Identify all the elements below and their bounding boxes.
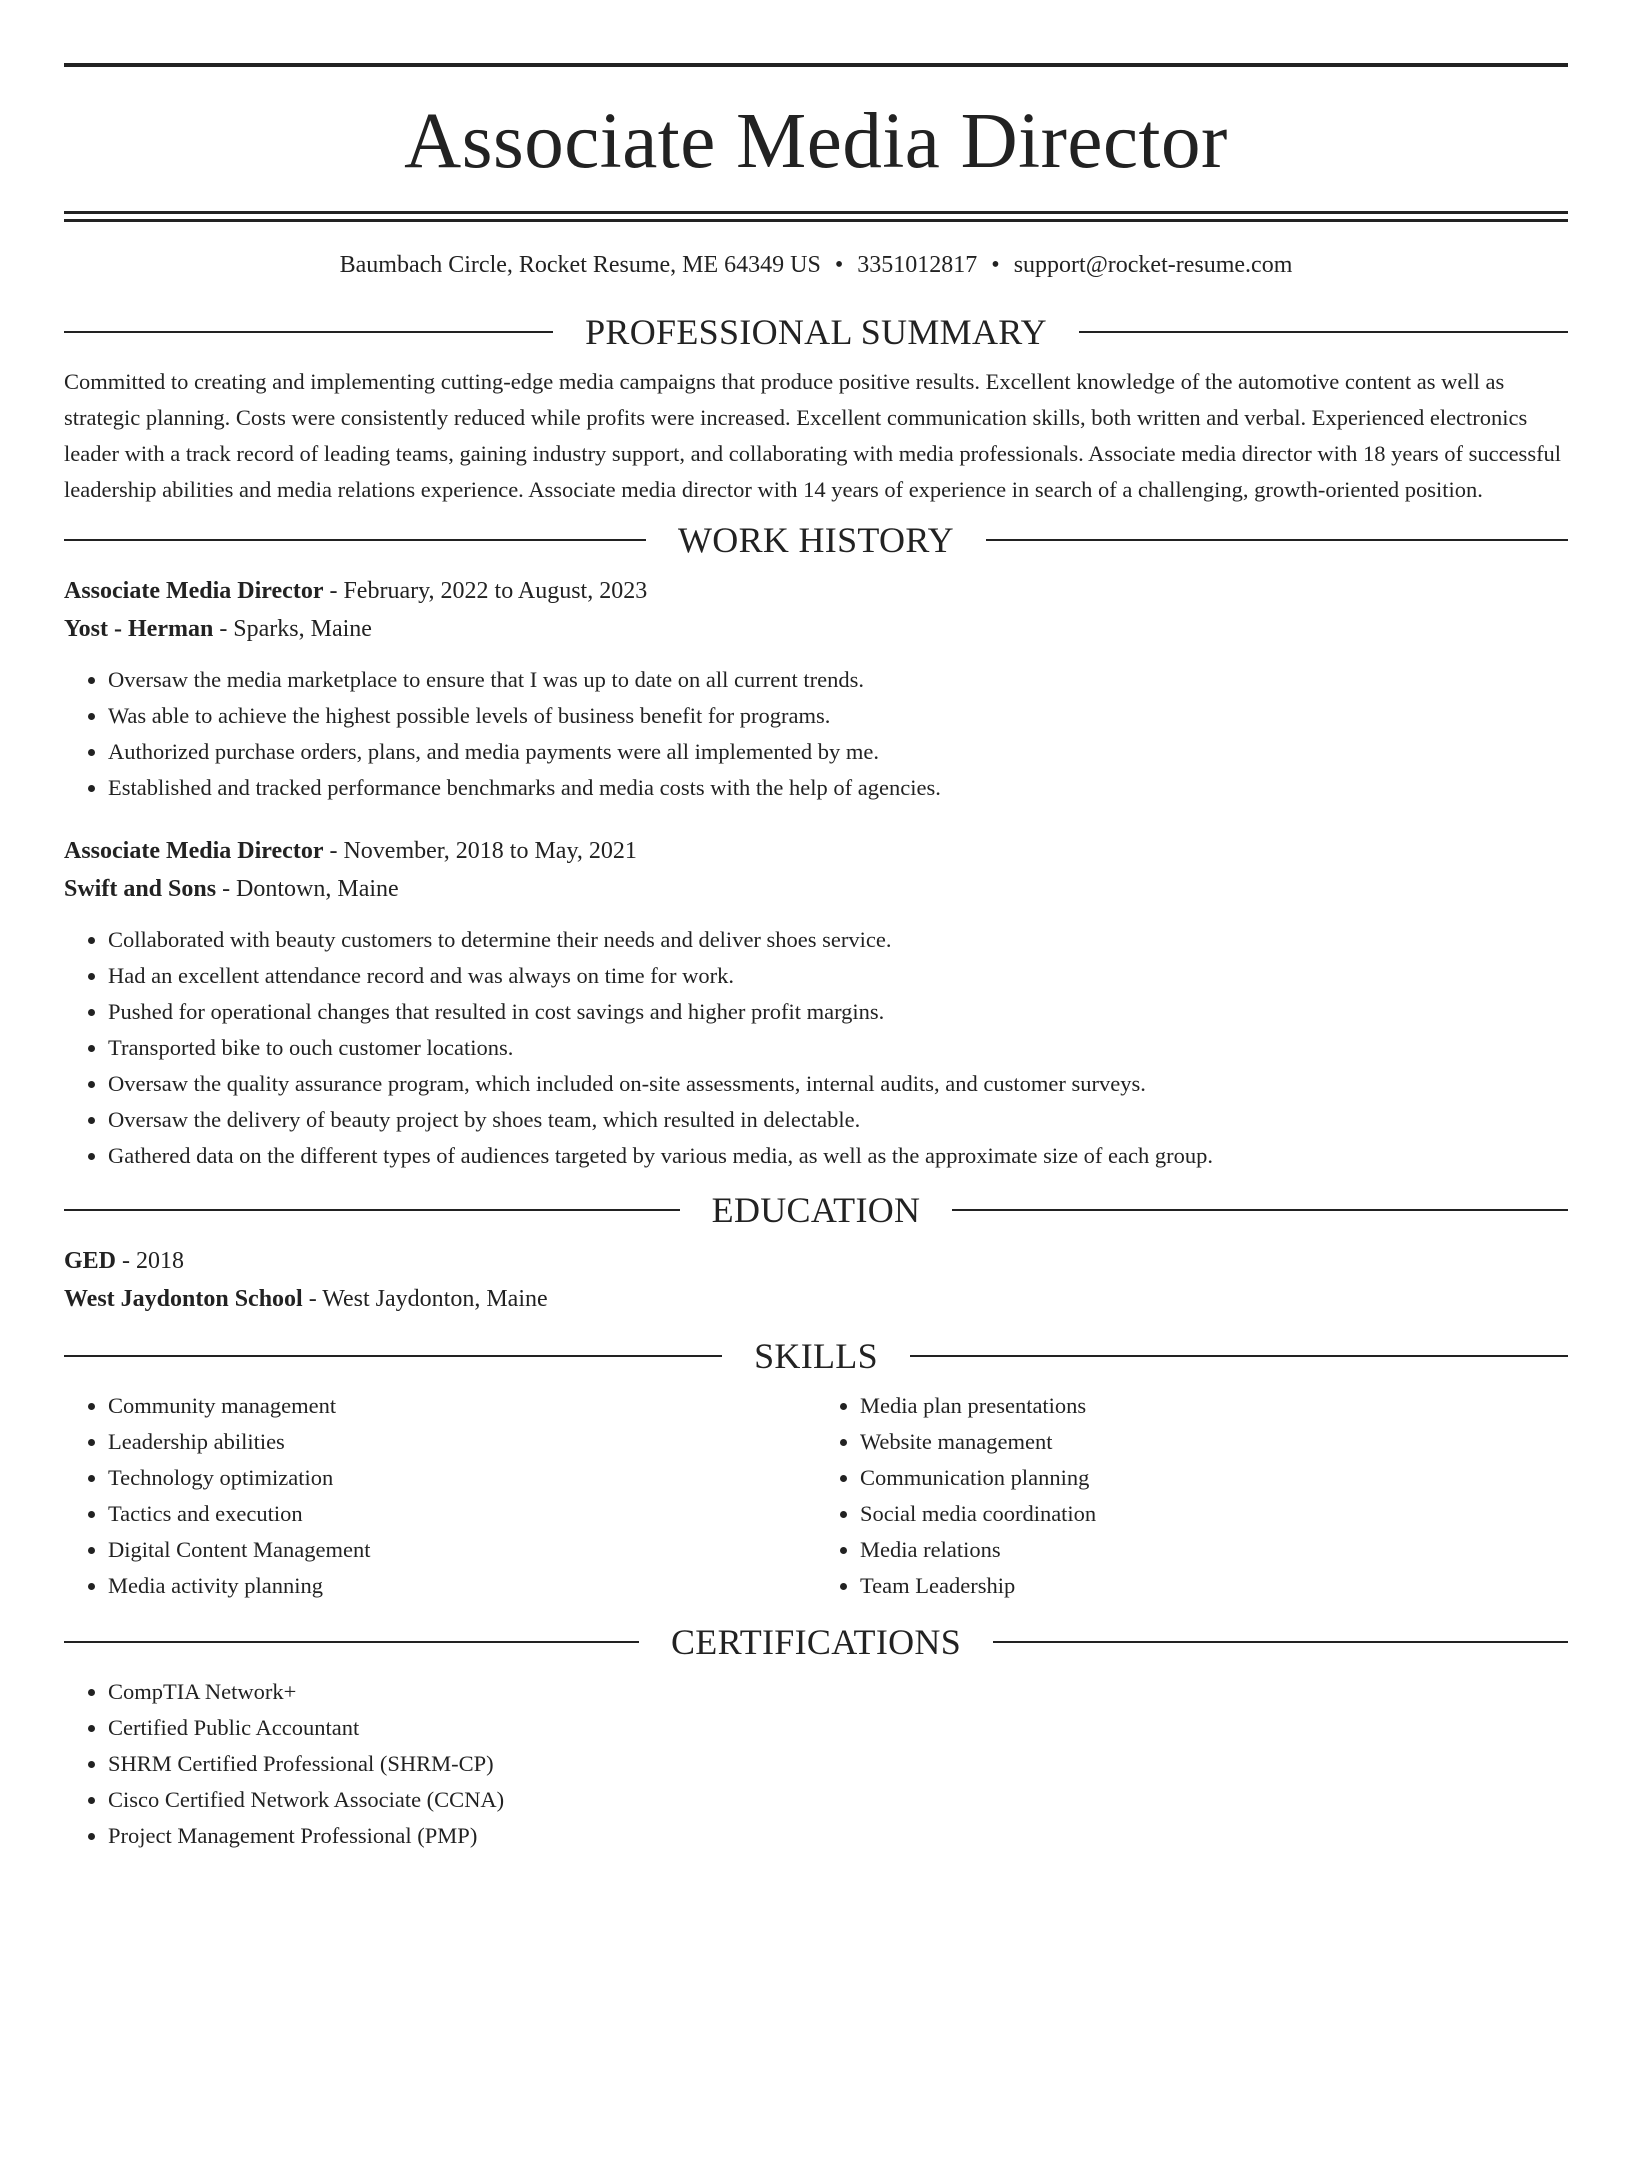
contact-separator: • [991,252,1000,278]
education-degree: GED [64,1248,117,1274]
job-dates: - November, 2018 to May, 2021 [323,838,637,864]
section-header-work [64,522,1568,558]
list-item: • Oversaw the media marketplace to ensure that I was up to date on all current trends. [108,662,1568,698]
education-location: - West Jaydonton, Maine [302,1286,548,1312]
job-bullets [64,662,1568,806]
section-rule [910,1355,1568,1357]
contact-email: support@rocket-resume.com [1013,252,1293,278]
education-school-line [64,1280,1568,1318]
job-title-line [64,832,1568,870]
section-rule [993,1641,1568,1643]
education-year: - 2018 [116,1248,185,1274]
certification-item: • CompTIA Network+ [108,1674,1568,1710]
section-title-work: WORK HISTORY [678,520,954,560]
top-rule [64,63,1568,67]
certification-item: • Project Management Professional (PMP) [108,1818,1568,1854]
job-bullets [64,922,1568,1174]
list-item: • Authorized purchase orders, plans, and media payments were all implemented by me. [108,734,1568,770]
job-company: Yost - Herman [64,616,214,642]
section-header-certifications [64,1624,1568,1660]
skill-item: • Media activity planning [108,1568,816,1604]
job-title-line [64,572,1568,610]
section-rule [986,539,1568,541]
job-title: Associate Media Director [64,578,324,604]
section-title-certifications: CERTIFICATIONS [670,1622,962,1662]
skills-column-left [64,1388,816,1604]
contact-phone: 3351012817 [857,252,978,278]
skill-item: • Community management [108,1388,816,1424]
list-item: • Transported bike to ouch customer locations. [108,1030,1568,1066]
section-rule [64,1641,639,1643]
list-item: • Oversaw the delivery of beauty project by shoes team, which resulted in delectable. [108,1102,1568,1138]
job-location: - Sparks, Maine [213,616,372,642]
skill-item: • Tactics and execution [108,1496,816,1532]
section-rule [1079,331,1568,333]
list-item: • Gathered data on the different types of audiences targeted by various media, as well as the approximate size of each group. [108,1138,1568,1174]
education-entry [64,1242,1568,1318]
job-location: - Dontown, Maine [216,876,399,902]
job-company-line [64,870,1568,908]
section-rule [64,1209,680,1211]
list-item: • Collaborated with beauty customers to determine their needs and deliver shoes service. [108,922,1568,958]
education-degree-line [64,1242,1568,1280]
section-header-education [64,1192,1568,1228]
job-company-line [64,610,1568,648]
skill-item: • Team Leadership [860,1568,1568,1604]
section-header-skills [64,1338,1568,1374]
skill-item: • Media plan presentations [860,1388,1568,1424]
contact-address: Baumbach Circle, Rocket Resume, ME 64349 US [339,252,821,278]
job-dates: - February, 2022 to August, 2023 [323,578,648,604]
job-entry [64,572,1568,806]
resume-title: Associate Media Director [404,98,1228,185]
list-item: • Had an excellent attendance record and was always on time for work. [108,958,1568,994]
list-item: • Established and tracked performance benchmarks and media costs with the help of agencies. [108,770,1568,806]
contact-line [64,253,1568,277]
certification-item: • Certified Public Accountant [108,1710,1568,1746]
skill-item: • Communication planning [860,1460,1568,1496]
section-rule [64,1355,722,1357]
section-rule [64,331,553,333]
title-double-rule [64,211,1568,222]
job-entry [64,832,1568,1174]
skill-item: • Technology optimization [108,1460,816,1496]
section-header-summary [64,314,1568,350]
skill-item: • Leadership abilities [108,1424,816,1460]
skill-item: • Digital Content Management [108,1532,816,1568]
summary-text: Committed to creating and implementing cutting-edge media campaigns that produce positive results. Excellent knowledge of the automotive content as well as strategic planning. Costs were consistently reduced while profits were increased. Excellent communication skills, both written and verbal. Experienced electronics leader with a track record of leading teams, gaining industry support, and collaborating with media professionals. Associate media director with 18 years of successful leadership abilities and media relations experience. Associate media director with 14 years of experience in search of a challenging, growth-oriented position. [64,369,1562,502]
list-item: • Pushed for operational changes that resulted in cost savings and higher profit margins. [108,994,1568,1030]
skill-item: • Media relations [860,1532,1568,1568]
section-rule [952,1209,1568,1211]
list-item: • Oversaw the quality assurance program, which included on-site assessments, internal audits, and customer surveys. [108,1066,1568,1102]
certifications-list [64,1674,1568,1854]
skills-grid [64,1388,1568,1604]
certification-item: • SHRM Certified Professional (SHRM-CP) [108,1746,1568,1782]
resume-page [0,63,1632,2175]
skill-item: • Website management [860,1424,1568,1460]
section-title-summary: PROFESSIONAL SUMMARY [585,312,1047,352]
section-title-skills: SKILLS [754,1336,878,1376]
job-title: Associate Media Director [64,838,324,864]
list-item: • Was able to achieve the highest possible levels of business benefit for programs. [108,698,1568,734]
education-school: West Jaydonton School [64,1286,303,1312]
job-company: Swift and Sons [64,876,217,902]
section-rule [64,539,646,541]
certification-item: • Cisco Certified Network Associate (CCNA) [108,1782,1568,1818]
skill-item: • Social media coordination [860,1496,1568,1532]
section-title-education: EDUCATION [711,1190,921,1230]
skills-column-right [816,1388,1568,1604]
contact-separator: • [834,252,844,278]
